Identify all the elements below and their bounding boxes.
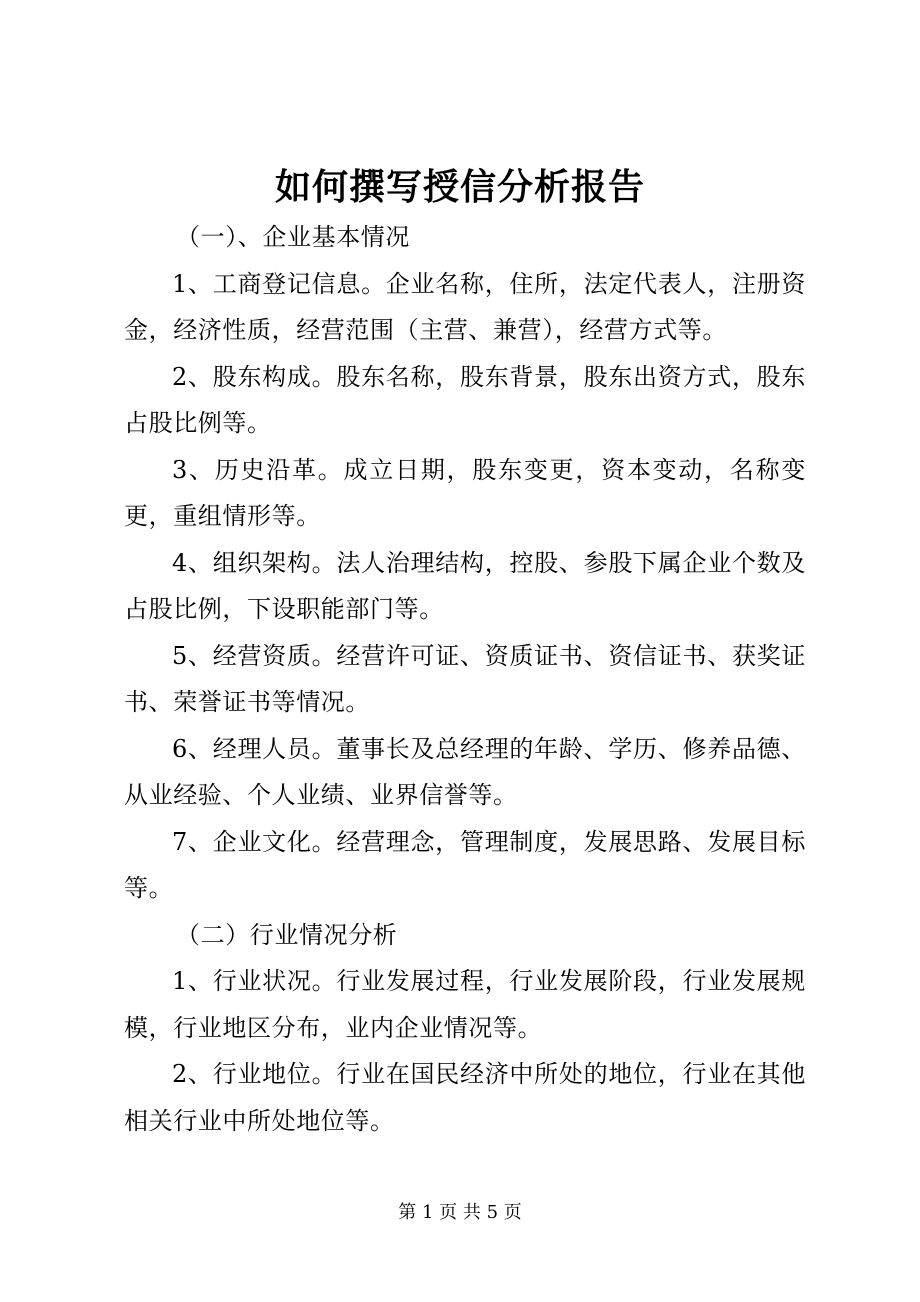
paragraph: 7、企业文化。经营理念，管理制度，发展思路、发展目标等。 [124,827,806,902]
section-basic-info [124,214,806,912]
document-title: 如何撰写授信分析报告 [274,166,645,208]
page-footer: 第 1 页 共 5 页 [398,1202,522,1223]
section-industry-analysis [124,912,806,1145]
section-heading: （二）行业情况分析 [176,920,398,949]
document-body [124,214,806,1144]
paragraph: 4、组织架构。法人治理结构，控股、参股下属企业个数及占股比例，下设职能部门等。 [124,548,806,623]
paragraph: 6、经理人员。董事长及总经理的年龄、学历、修养品德、从业经验、个人业绩、业界信誉等。 [124,734,806,809]
section-heading: （一）、企业基本情况 [176,223,410,251]
paragraph: 1、工商登记信息。企业名称，住所，法定代表人，注册资金，经济性质，经营范围（主营、兼营），经营方式等。 [124,269,806,344]
paragraph: 1、行业状况。行业发展过程，行业发展阶段，行业发展规模，行业地区分布，业内企业情况等。 [124,967,806,1042]
paragraph: 5、经营资质。经营许可证、资质证书、资信证书、获奖证书、荣誉证书等情况。 [124,641,806,716]
paragraph: 2、股东构成。股东名称，股东背景，股东出资方式，股东占股比例等。 [124,362,806,437]
paragraph: 2、行业地位。行业在国民经济中所处的地位，行业在其他相关行业中所处地位等。 [124,1060,806,1135]
paragraph: 3、历史沿革。成立日期，股东变更，资本变动，名称变更，重组情形等。 [124,455,806,530]
